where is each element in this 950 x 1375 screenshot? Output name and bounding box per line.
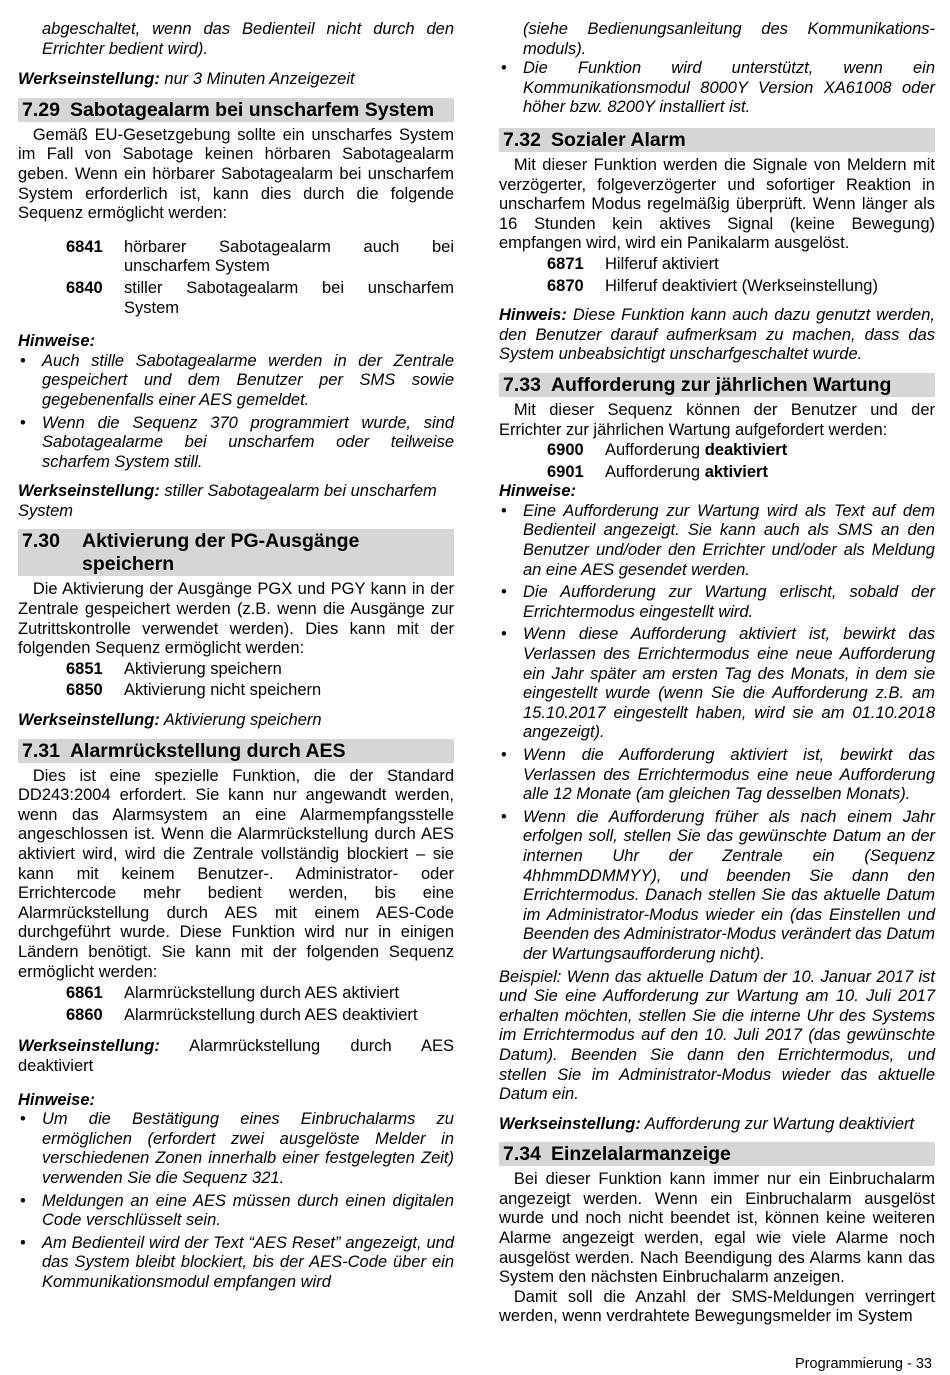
default-setting-display-time: Werkseinstellung: nur 3 Minuten Anzeigezeit bbox=[18, 70, 355, 89]
section-7-32-sequences bbox=[499, 255, 935, 296]
sequence-row: 6851 Aktivierung speichern bbox=[66, 659, 282, 678]
section-7-30-default: Werkseinstellung: Aktivierung speichern bbox=[18, 711, 322, 730]
section-7-29-heading: 7.29 Sabotagealarm bei unscharfem System bbox=[18, 98, 454, 122]
sequence-row: 6840 stiller Sabotagealarm bei unscharfem System bbox=[66, 278, 454, 317]
list-item: • Wenn die Aufforderung früher als nach einem Jahr erfolgen soll, stellen Sie das gewünschte Datum an der internen Uhr der Zentrale ein (Sequenz 4hhmmDDMMYY), und beenden Sie dann den Errichtermodus. Danach stellen Sie das aktuelle Datum im Administrator-Modus wieder ein (das Einstellen und Beenden des Administrator-Modus verändert das Datum der Wartungsaufforderung nicht). bbox=[501, 807, 935, 963]
sequence-row: 6860 Alarmrückstellung durch AES deaktiviert bbox=[66, 1005, 418, 1024]
sequence-row: 6870 Hilferuf deaktiviert (Werkseinstellung) bbox=[547, 276, 878, 295]
section-7-33-body: Mit dieser Sequenz können der Benutzer und der Errichter zur jährlichen Wartung aufgefordert werden: bbox=[499, 400, 935, 439]
list-item: • Die Aufforderung zur Wartung erlischt, sobald der Errichtermodus eingestellt wird. bbox=[501, 583, 935, 621]
section-7-33-notes bbox=[499, 502, 935, 965]
section-7-33-example: Beispiel: Wenn das aktuelle Datum der 10. Januar 2017 ist und Sie eine Aufforderung zur Wartung am 10. Juli 2017 erhalten möchten, stellen Sie die interne Uhr des Systems im Errichtermodus auf den 10. Juli 2017 (das gewünschte Datum). Beenden Sie dann den Errichtermodus, und stellen Sie im Administrator-Modus wieder das aktuelle Datum ein. bbox=[499, 967, 935, 1104]
section-7-29-notes-label: Hinweise: bbox=[18, 332, 96, 351]
page-footer: Programmierung - 33 bbox=[795, 1356, 932, 1372]
list-item: • Am Bedienteil wird der Text “AES Reset” angezeigt, und das System bleibt blockiert, bis der AES-Code über ein Kommunikationsmodul empfangen wird bbox=[20, 1233, 454, 1291]
section-7-30-body: Die Aktivierung der Ausgänge PGX und PGY kann in der Zentrale gespeichert werden (z.B. wenn die Ausgänge zur Zutrittskontrolle verwendet werden). Dies kann mit der folgenden Sequenz ermöglicht werden: bbox=[18, 580, 454, 658]
section-7-31-heading: 7.31 Alarmrückstellung durch AES bbox=[18, 739, 454, 763]
sequence-row: 6871 Hilferuf aktiviert bbox=[547, 254, 719, 273]
left-column bbox=[18, 20, 454, 1295]
section-7-34-body-2: Damit soll die Anzahl der SMS-Meldungen verringert werden, wenn verdrahtete Bewegungsmelder im System bbox=[499, 1287, 935, 1326]
section-7-31-notes-label: Hinweise: bbox=[18, 1090, 96, 1109]
list-item: • Meldungen an eine AES müssen durch einen digitalen Code verschlüsselt sein. bbox=[20, 1191, 454, 1230]
section-7-32-note: Hinweis: Diese Funktion kann auch dazu genutzt werden, den Benutzer darauf aufmerksam zu machen, dass das System unbeabsichtigt unscharfgeschaltet wurde. bbox=[499, 306, 935, 364]
section-7-31-default: Werkseinstellung: Alarmrückstellung durch AES deaktiviert bbox=[18, 1037, 454, 1075]
section-7-32-heading: 7.32 Sozialer Alarm bbox=[499, 128, 935, 152]
sequence-row: 6901 Aufforderung aktiviert bbox=[547, 462, 768, 481]
section-7-33-default: Werkseinstellung: Aufforderung zur Wartung deaktiviert bbox=[499, 1114, 915, 1133]
list-item: • Die Funktion wird unterstützt, wenn ein Kommunikationsmodul 8000Y Version XA61008 oder höher bzw. 8200Y installiert ist. bbox=[501, 59, 935, 117]
section-7-33-sequences bbox=[499, 441, 935, 482]
section-7-30-sequences bbox=[18, 660, 454, 701]
list-item: • Wenn die Aufforderung aktiviert ist, bewirkt das Verlassen des Errichtermodus eine neue Aufforderung alle 12 Monate (am gleichen Tag desselben Monats). bbox=[501, 746, 935, 804]
sequence-row: 6850 Aktivierung nicht speichern bbox=[66, 681, 322, 700]
sequence-row: 6900 Aufforderung deaktiviert bbox=[547, 441, 788, 460]
list-item: • Wenn diese Aufforderung aktiviert ist, bewirkt das Verlassen des Errichtermodus eine neue Aufforderung ein Jahr später am ersten Tag des Monats, in dem sie eingestellt wurde (wenn Sie die Aufforderung z.B. am 15.10.2017 eingestellt haben, wird sie am 01.10.2018 angezeigt). bbox=[501, 625, 935, 742]
list-item: • Auch stille Sabotagealarme werden in der Zentrale gespeichert und dem Benutzer per SMS sowie gegebenenfalls einer AES gemeldet. bbox=[20, 351, 454, 409]
section-7-33-heading: 7.33 Aufforderung zur jährlichen Wartung bbox=[499, 373, 935, 397]
section-7-34-heading: 7.34 Einzelalarmanzeige bbox=[499, 1142, 935, 1166]
continued-bullets bbox=[499, 59, 935, 118]
section-7-29-sequences bbox=[18, 238, 454, 318]
section-7-29-body: Gemäß EU-Gesetzgebung sollte ein unscharfes System im Fall von Sabotage keinen hörbaren Sabotagealarm geben. Wenn ein hörbarer Sabotagealarm bei unscharfem System erforderlich ist, kann dies durch die folgende Sequenz ermöglicht werden: bbox=[18, 125, 454, 223]
section-7-30-heading: 7.30 Aktivierung der PG-Ausgänge speichern bbox=[18, 529, 454, 576]
sequence-row: 6841 hörbarer Sabotagealarm auch bei unscharfem System bbox=[66, 237, 454, 276]
list-item: • Eine Aufforderung zur Wartung wird als Text auf dem Bedienteil angezeigt. Sie kann auch als SMS an den Benutzer und/oder den Errichter und/oder als Meldung an eine AES gesendet werden. bbox=[501, 501, 935, 579]
section-7-31-notes bbox=[18, 1110, 454, 1292]
section-7-34-body-1: Bei dieser Funktion kann immer nur ein Einbruchalarm angezeigt werden. Wenn ein Einbruchalarm ausgelöst wurde und noch nicht beendet ist, können keine weiteren Alarme angezeigt werden, egal wie viele Alarme noch ausgelöst werden. Nach Beendigung des Alarms kann das System den nächsten Einbruchalarm anzeigen. bbox=[499, 1170, 935, 1287]
section-7-31-body: Dies ist eine spezielle Funktion, die der Standard DD243:2004 erfordert. Sie kann nur angewandt werden, wenn das Alarmsystem an eine Alarmempfangsstelle angeschlossen ist. Wenn die Alarmrückstellung durch AES aktiviert wird, wird die Zentrale vollständig blockiert – sie kann mit keinem Benutzer-. Administrator- oder Errichtercode mehr bedient werden, bis eine Alarmrückstellung durch AES mit einem AES-Code durchgeführt wurde. Diese Funktion wird nur in einigen Ländern benötigt. Sie kann mit der folgenden Sequenz ermöglicht werden: bbox=[18, 766, 454, 981]
list-item: • Wenn die Sequenz 370 programmiert wurde, sind Sabotagealarme bei unscharfem oder teilweise scharfem System still. bbox=[20, 413, 454, 471]
section-7-29-notes bbox=[18, 352, 454, 473]
section-7-29-default: Werkseinstellung: stiller Sabotagealarm bei unscharfem System bbox=[18, 482, 437, 520]
intro-continuation: abgeschaltet, wenn das Bedienteil nicht durch den Errichter bedient wird). bbox=[42, 20, 454, 58]
section-7-31-sequences bbox=[18, 984, 454, 1025]
sequence-row: 6861 Alarmrückstellung durch AES aktiviert bbox=[66, 984, 400, 1003]
section-7-33-notes-label: Hinweise: bbox=[499, 482, 577, 501]
list-item: • Um die Bestätigung eines Einbruchalarms zu ermöglichen (erfordert zwei ausgelöste Melder in verschiedenen Zonen innerhalb einer festgelegten Zeit) verwenden Sie die Sequenz 321. bbox=[20, 1110, 454, 1187]
continued-text: (siehe Bedienungsanleitung des Kommunikations-moduls). bbox=[523, 20, 935, 58]
right-column bbox=[499, 20, 935, 1327]
section-7-32-body: Mit dieser Funktion werden die Signale von Meldern mit verzögerter, folgeverzögerter und sofortiger Reaktion in unscharfem Modus regelmäßig überprüft. Wenn länger als 16 Stunden kein aktives Signal (keine Bewegung) empfangen wird, wird ein Panikalarm ausgelöst. bbox=[499, 155, 935, 253]
